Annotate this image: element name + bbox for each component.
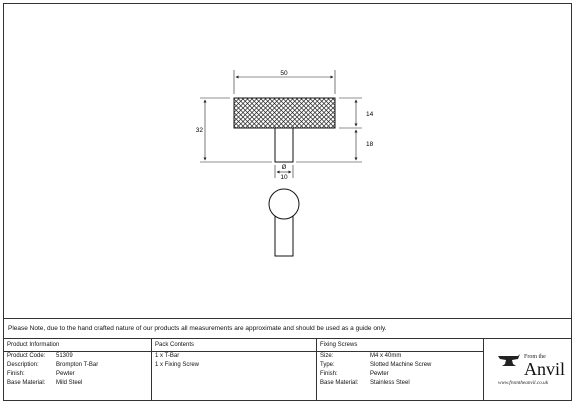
from-the-anvil-logo	[484, 339, 572, 401]
screw-finish-row: Finish: Pewter	[320, 371, 389, 377]
fixing-screws-header: Fixing Screws	[317, 339, 483, 352]
stem-height-dimension-label: 18	[366, 141, 374, 148]
description-row: Description: Brompton T-Bar	[7, 362, 99, 368]
pack-item: 1 x Fixing Screw	[155, 362, 200, 368]
screw-base-material-row: Base Material: Stainless Steel	[320, 380, 410, 386]
measurement-note: Please Note, due to the hand crafted nature of our products all measurements are approximate and should be used as a guide only.	[4, 318, 572, 339]
pack-item: 1 x T-Bar	[155, 353, 180, 359]
anvil-icon	[498, 354, 520, 366]
height-dimension-label: 32	[195, 127, 203, 134]
logo-url: www.fromtheanvil.co.uk	[498, 380, 548, 386]
tbar-stem	[275, 128, 293, 162]
info-table	[4, 339, 572, 401]
fixing-screws-section	[317, 339, 484, 401]
pack-contents-header: Pack Contents	[152, 339, 316, 352]
screw-type-row: Type: Slotted Machine Screw	[320, 362, 432, 368]
finish-row: Finish: Pewter	[7, 371, 75, 377]
side-view-head	[269, 189, 299, 219]
brand-logo-section	[484, 339, 572, 401]
product-code-row: Product Code: 51309	[7, 353, 73, 359]
product-information-header: Product Information	[4, 339, 151, 352]
width-dimension-label: 50	[280, 70, 288, 77]
bar-height-dimension-label: 14	[366, 111, 374, 118]
product-information-section	[4, 339, 152, 401]
screw-size-row: Size: M4 x 40mm	[320, 353, 402, 359]
tbar-knurled-head	[234, 98, 335, 128]
logo-from-the: From the	[524, 354, 546, 360]
pack-contents-section	[152, 339, 317, 401]
diameter-symbol: Ø	[281, 164, 287, 171]
logo-brand: Anvil	[524, 359, 566, 379]
diameter-dimension-label: 10	[280, 174, 288, 181]
base-material-row: Base Material: Mild Steel	[7, 380, 83, 386]
